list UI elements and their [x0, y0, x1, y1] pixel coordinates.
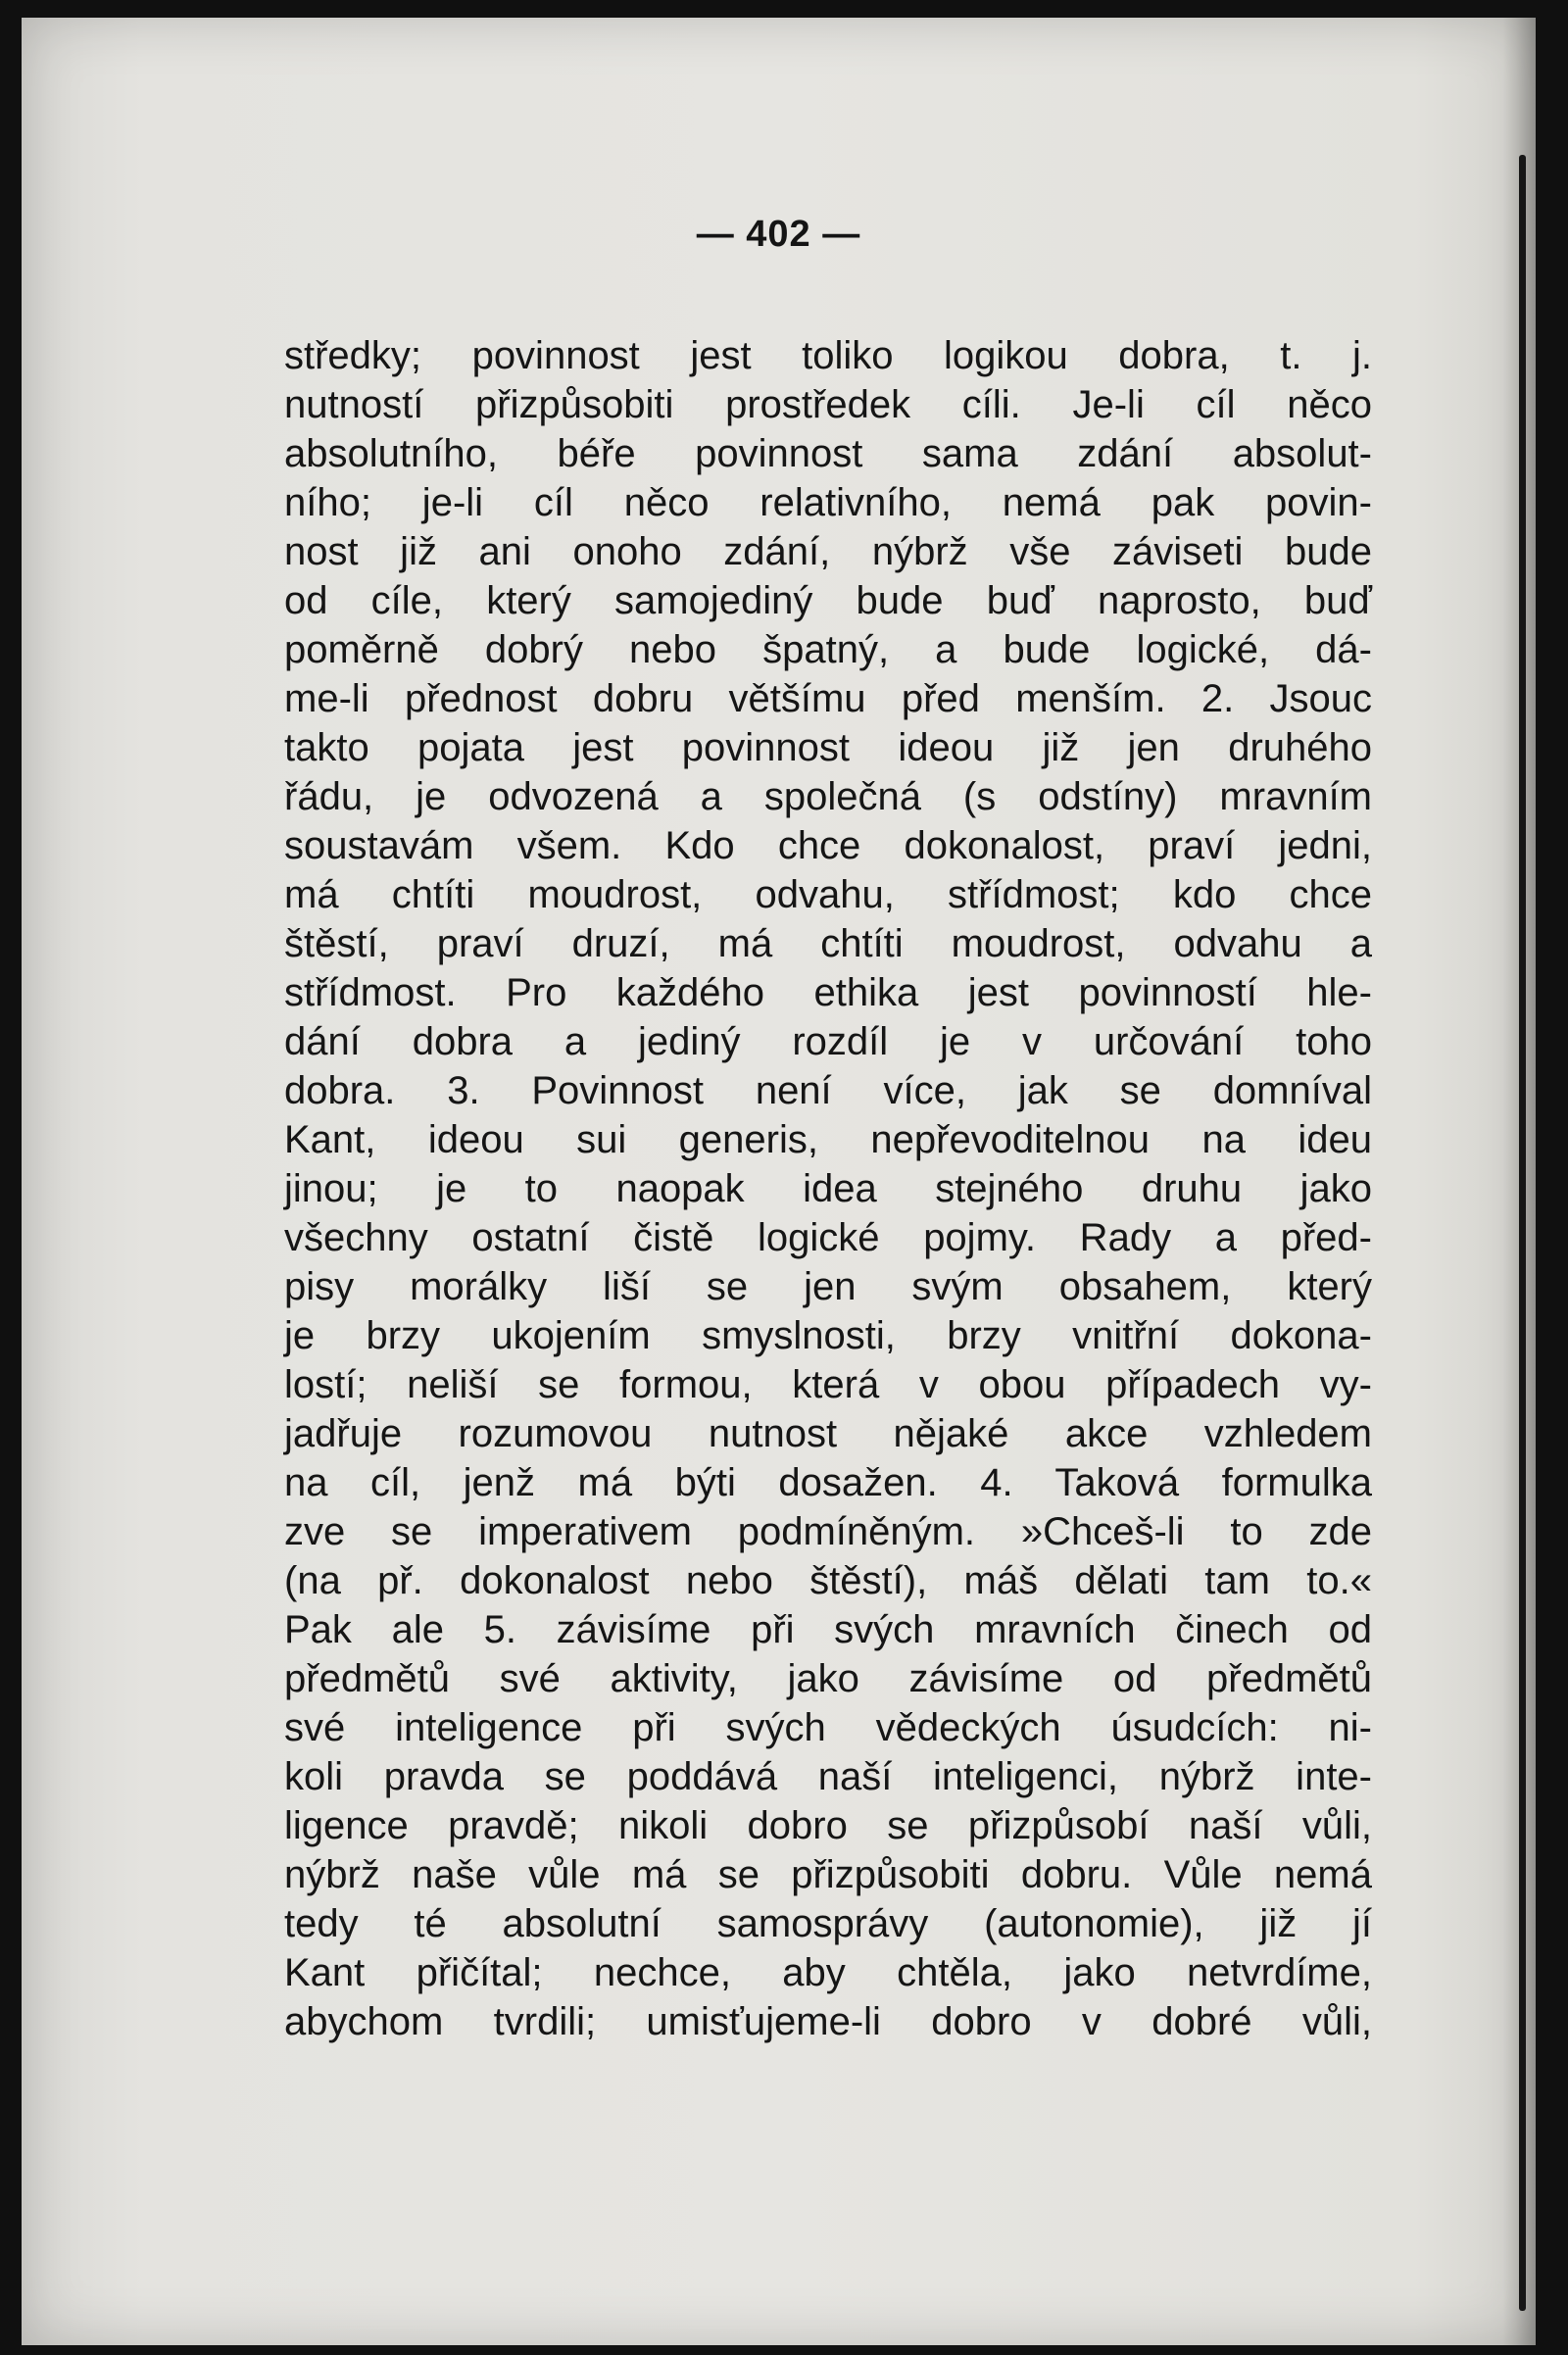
text-line: soustavám všem. Kdo chce dokonalost, praví jedni, — [284, 824, 1372, 867]
text-line: nost již ani onoho zdání, nýbrž vše záviseti bude — [284, 530, 1372, 573]
text-line: ligence pravdě; nikoli dobro se přizpůsobí naší vůli, — [284, 1804, 1372, 1847]
text-line: řádu, je odvozená a společná (s odstíny) mravním — [284, 775, 1372, 818]
text-line: koli pravda se poddává naší inteligenci, nýbrž inte- — [284, 1755, 1372, 1798]
text-line: ního; je-li cíl něco relativního, nemá pak povin- — [284, 481, 1372, 524]
text-line: středky; povinnost jest toliko logikou dobra, t. j. — [284, 334, 1372, 377]
book-page — [22, 18, 1536, 2345]
text-line: abychom tvrdili; umisťujeme-li dobro v dobré vůli, — [284, 2000, 1372, 2043]
body-text — [284, 331, 1372, 2046]
text-line: Pak ale 5. závisíme při svých mravních činech od — [284, 1608, 1372, 1651]
text-line: na cíl, jenž má býti dosažen. 4. Taková formulka — [284, 1461, 1372, 1504]
text-line: Kant, ideou sui generis, nepřevoditelnou na ideu — [284, 1118, 1372, 1161]
text-line: jadřuje rozumovou nutnost nějaké akce vzhledem — [284, 1412, 1372, 1455]
text-line: dání dobra a jediný rozdíl je v určování toho — [284, 1020, 1372, 1063]
text-line: své inteligence při svých vědeckých úsudcích: ni- — [284, 1706, 1372, 1749]
text-line: tedy té absolutní samosprávy (autonomie), již jí — [284, 1902, 1372, 1945]
text-line: pisy morálky liší se jen svým obsahem, který — [284, 1265, 1372, 1308]
text-line: má chtíti moudrost, odvahu, střídmost; kdo chce — [284, 873, 1372, 916]
text-line: nýbrž naše vůle má se přizpůsobiti dobru. Vůle nemá — [284, 1853, 1372, 1896]
text-line: (na př. dokonalost nebo štěstí), máš dělati tam to.« — [284, 1559, 1372, 1602]
text-line: od cíle, který samojediný bude buď naprosto, buď — [284, 579, 1372, 622]
text-line: Kant přičítal; nechce, aby chtěla, jako netvrdíme, — [284, 1951, 1372, 1994]
text-line: absolutního, béře povinnost sama zdání absolut- — [284, 432, 1372, 475]
page-edge-line — [1519, 155, 1526, 2311]
page-number: — 402 — — [696, 214, 861, 255]
text-line: dobra. 3. Povinnost není více, jak se domníval — [284, 1069, 1372, 1112]
text-line: nutností přizpůsobiti prostředek cíli. Je-li cíl něco — [284, 383, 1372, 426]
text-line: me-li přednost dobru většímu před menším. 2. Jsouc — [284, 677, 1372, 720]
text-line: štěstí, praví druzí, má chtíti moudrost, odvahu a — [284, 922, 1372, 965]
text-line: všechny ostatní čistě logické pojmy. Rady a před- — [284, 1216, 1372, 1259]
text-line: lostí; neliší se formou, která v obou případech vy- — [284, 1363, 1372, 1406]
text-line: předmětů své aktivity, jako závisíme od předmětů — [284, 1657, 1372, 1700]
text-line: je brzy ukojením smyslnosti, brzy vnitřní dokona- — [284, 1314, 1372, 1357]
text-line: poměrně dobrý nebo špatný, a bude logické, dá- — [284, 628, 1372, 671]
text-line: jinou; je to naopak idea stejného druhu jako — [284, 1167, 1372, 1210]
text-line: zve se imperativem podmíněným. »Chceš-li to zde — [284, 1510, 1372, 1553]
text-line: střídmost. Pro každého ethika jest povinností hle- — [284, 971, 1372, 1014]
text-line: takto pojata jest povinnost ideou již jen druhého — [284, 726, 1372, 769]
